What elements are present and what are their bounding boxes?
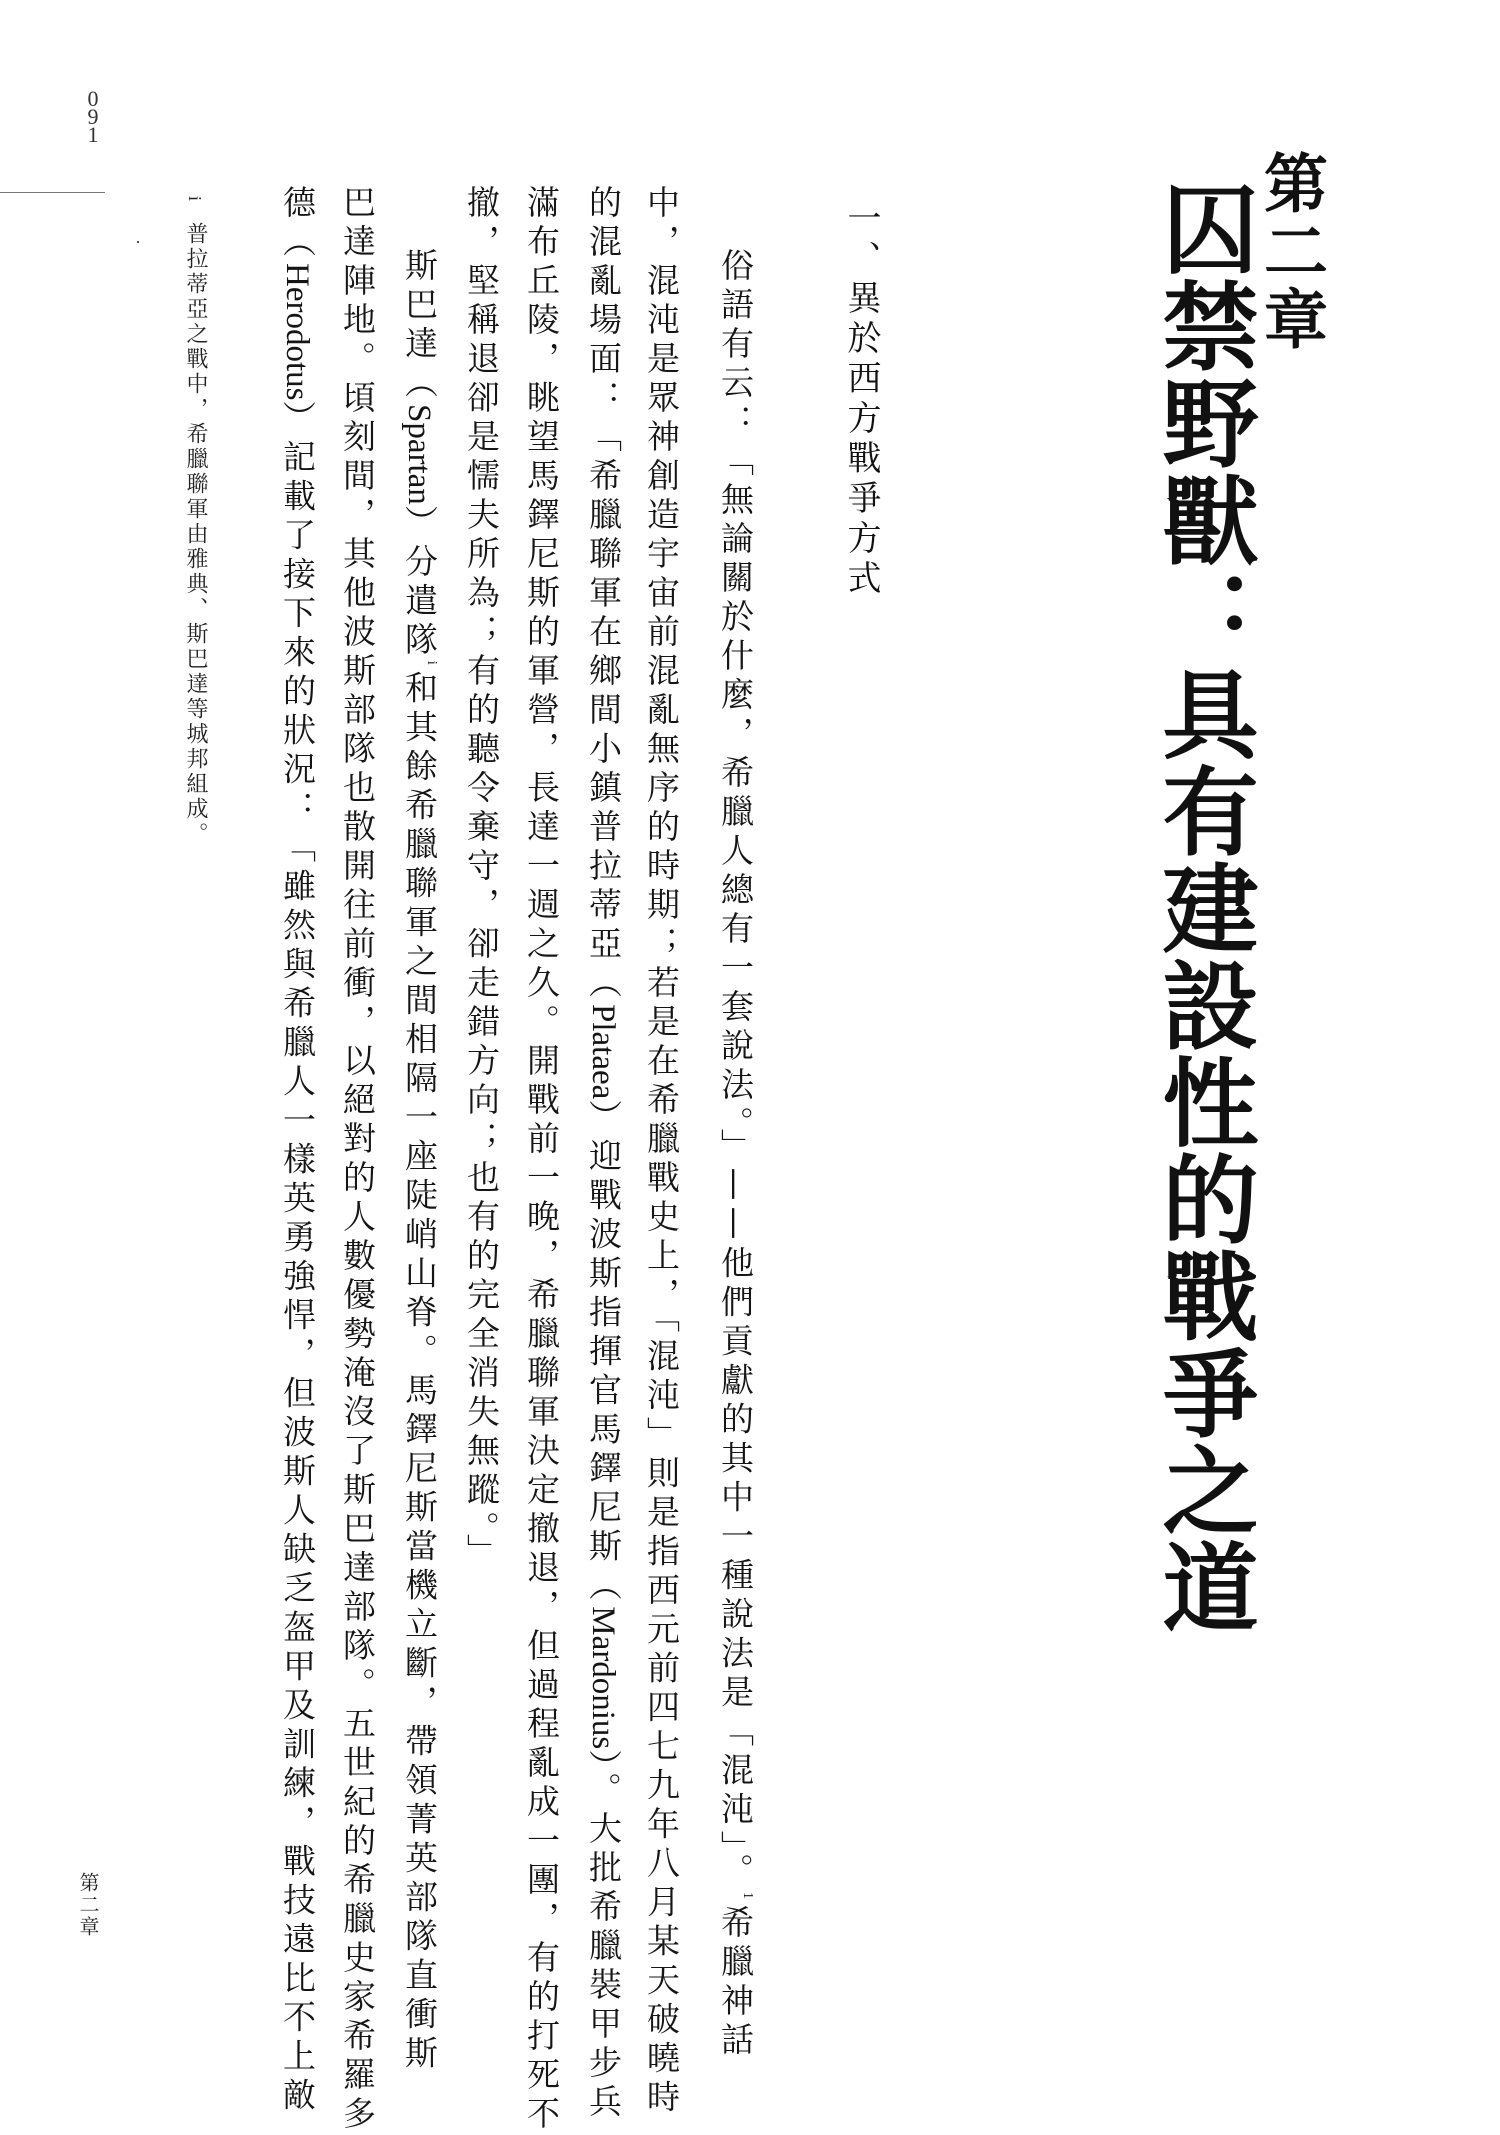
body-text: ）分遣隊 bbox=[400, 504, 439, 661]
page-number bbox=[78, 86, 108, 147]
chapter-label: 第二章 bbox=[1253, 150, 1328, 354]
footnote-text: 普拉蒂亞之戰中，希臘聯軍由雅典、斯巴達等城邦組成。 bbox=[183, 222, 208, 848]
body-text: ）。大批希臘裝甲步兵 bbox=[584, 1749, 623, 2123]
body-text: ）迎戰波斯指揮官馬鐸尼斯（ bbox=[584, 1099, 623, 1607]
body-text: 撤，堅稱退卻是懦夫所為；有的聽令棄守，卻走錯方向；也有的完全消失無蹤。」 bbox=[462, 185, 501, 1573]
body-column-7 bbox=[332, 185, 382, 2135]
body-text: 巴達陣地。頃刻間，其他波斯部隊也散開往前衝，以絕對的人數優勢淹沒了斯巴達部隊。五世紀的希臘史家希羅多 bbox=[338, 185, 377, 2135]
latin-term: Mardonius bbox=[585, 1606, 621, 1750]
body-column-3 bbox=[578, 185, 628, 2123]
latin-term: Herodotus bbox=[279, 263, 315, 401]
body-text: 斯巴達（ bbox=[400, 248, 439, 404]
page-number-digit: 1 bbox=[87, 122, 99, 147]
body-column-5 bbox=[456, 185, 506, 1573]
running-footer: 第二章 bbox=[76, 1872, 100, 1938]
body-text: 和其餘希臘聯軍之間相隔一座陡峭山脊。馬鐸尼斯當機立斷，帶領菁英部隊直衝斯 bbox=[400, 670, 439, 2075]
latin-term: Spartan bbox=[401, 404, 437, 505]
stray-dot bbox=[137, 241, 139, 243]
header-rule bbox=[0, 192, 105, 193]
page-number-digit: 9 bbox=[87, 104, 99, 129]
body-text: ）記載了接下來的狀況：「雖然與希臘人一樣英勇強悍，但波斯人缺乏盔甲及訓練，戰技遠比不上敵 bbox=[278, 400, 317, 2117]
footnote-marker: i bbox=[424, 660, 439, 671]
body-column-2 bbox=[636, 185, 686, 2119]
body-text: 中，混沌是眾神創造宇宙前混亂無序的時期；若是在希臘戰史上，「混沌」則是指西元前四七九年八月某天破曉時 bbox=[642, 185, 681, 2119]
page-number-digit: 0 bbox=[87, 86, 99, 111]
latin-term: Plataea bbox=[585, 1004, 621, 1100]
footnote bbox=[180, 196, 210, 847]
footnote-marker: i bbox=[185, 196, 205, 205]
body-column-6 bbox=[394, 248, 456, 2075]
body-column-1 bbox=[710, 248, 772, 2061]
body-text: 俗語有云：「無論關於什麼，希臘人總有一套說法。」——他們貢獻的其中一種說法是「混沌」。 bbox=[716, 248, 755, 1892]
body-column-8 bbox=[272, 185, 322, 2116]
body-column-4 bbox=[516, 185, 566, 2135]
body-text: 希臘神話 bbox=[716, 1905, 755, 2061]
body-text: 德（ bbox=[278, 185, 317, 263]
body-text: 滿布丘陵，眺望馬鐸尼斯的軍營，長達一週之久。開戰前一晚，希臘聯軍決定撤退，但過程亂成一團，有的打死不 bbox=[522, 185, 561, 2135]
endnote-marker: 1 bbox=[740, 1892, 755, 1905]
chapter-title: 囚禁野獸：具有建設性的戰爭之道 bbox=[1147, 180, 1260, 1635]
section-heading: 一、異於西方戰爭方式 bbox=[841, 200, 881, 600]
body-text: 的混亂場面：「希臘聯軍在鄉間小鎮普拉蒂亞（ bbox=[584, 185, 623, 1004]
